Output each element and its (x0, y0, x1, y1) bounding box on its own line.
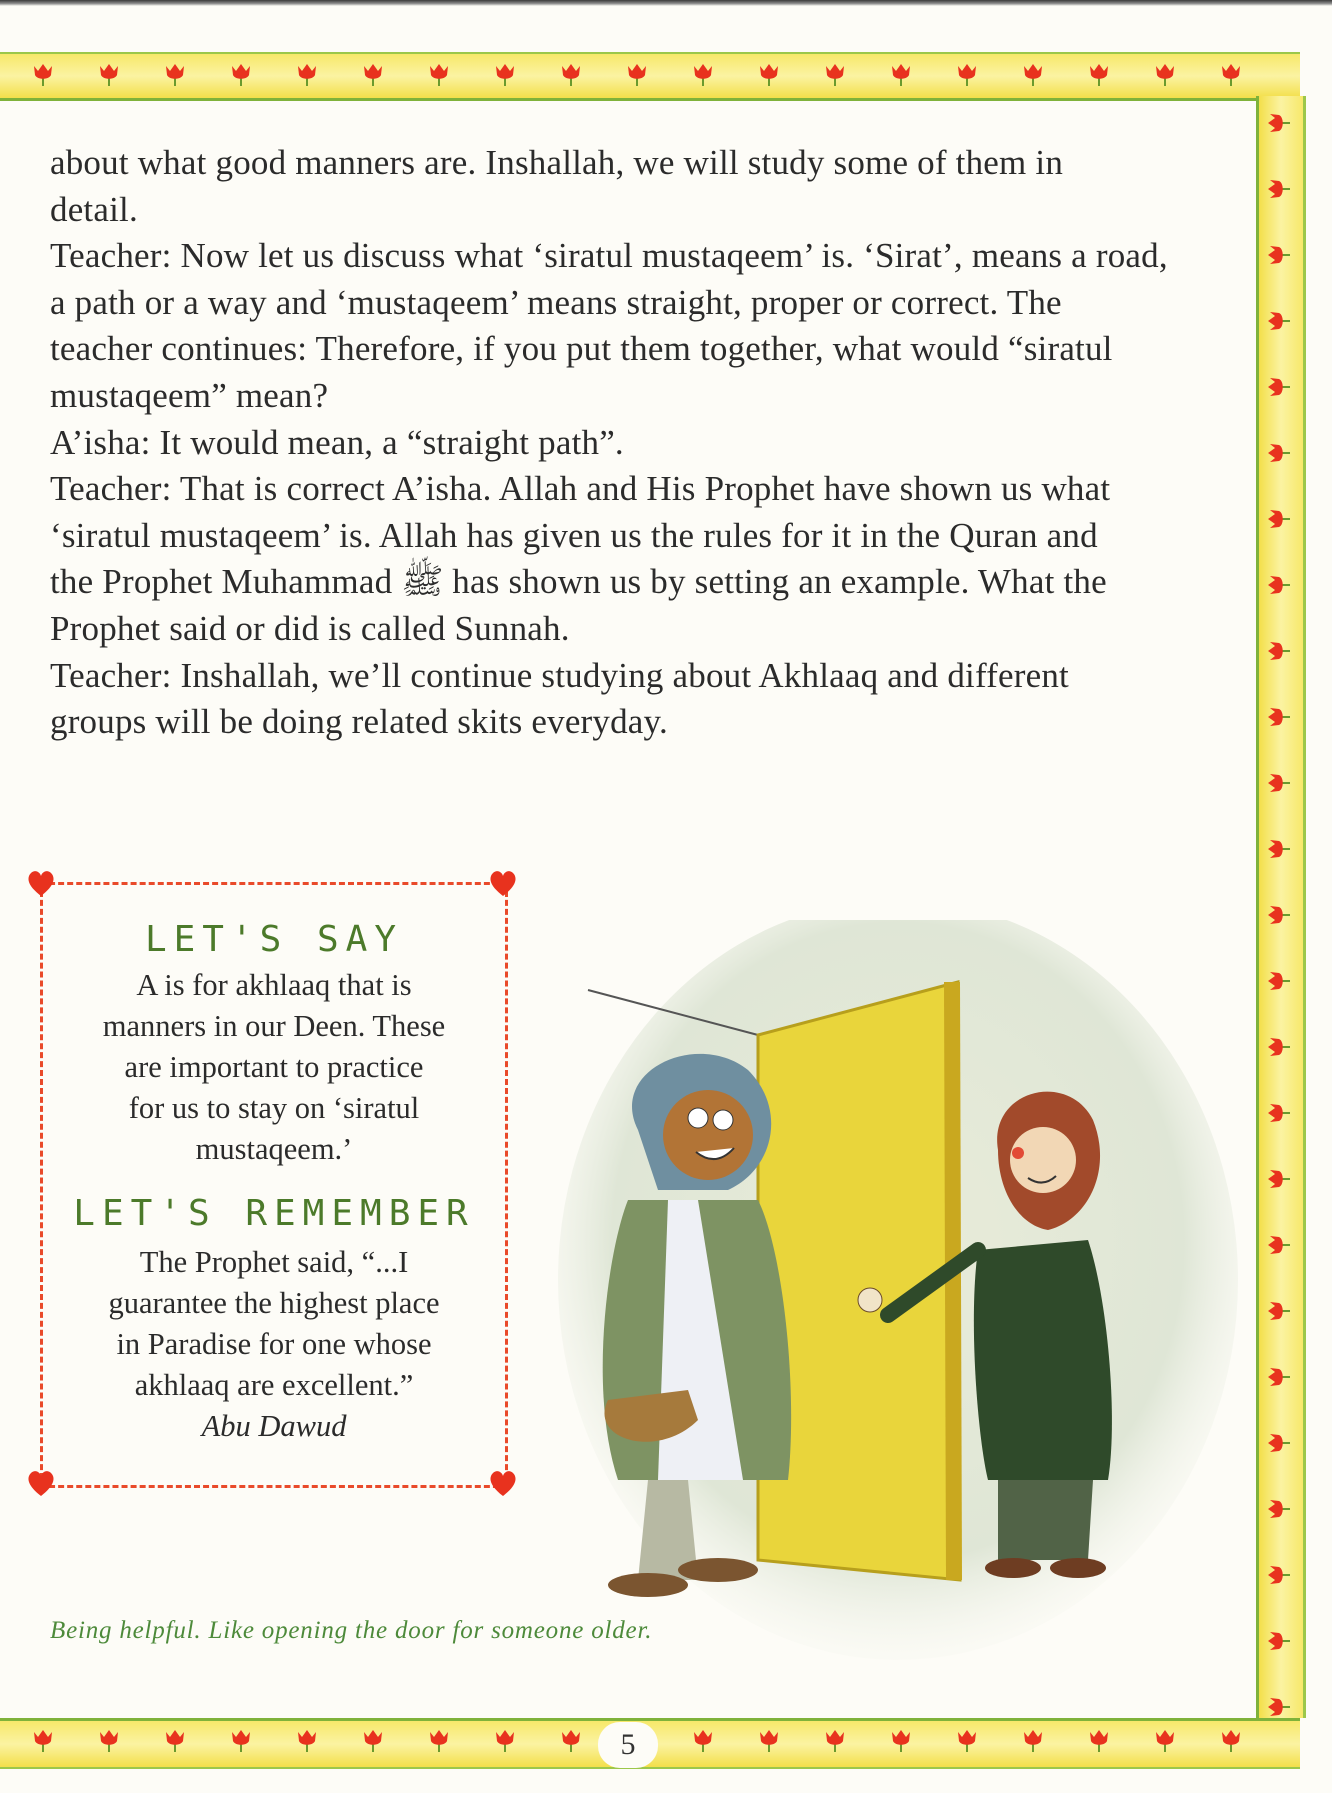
tulip-icon (1266, 1628, 1292, 1654)
tulip-icon (1152, 1728, 1178, 1754)
tulip-icon (294, 62, 320, 88)
lets-remember-heading: LET'S REMEMBER (73, 1193, 475, 1234)
body-line: Teacher: Inshallah, we’ll continue studying about Akhlaaq and different (50, 655, 1069, 695)
tulip-icon (162, 62, 188, 88)
body-line: the Prophet Muhammad ﷺ has shown us by setting an example. What the (50, 562, 1107, 602)
tulip-icon (1266, 242, 1292, 268)
tulip-icon (1266, 836, 1292, 862)
lets-remember-text (73, 1242, 475, 1447)
tulip-icon (1266, 1232, 1292, 1258)
lets-say-line: for us to stay on ‘siratul (128, 1091, 420, 1125)
lets-say-line: mustaqeem.’ (195, 1132, 353, 1166)
tulip-icon (1086, 62, 1112, 88)
tulip-icon (558, 1728, 584, 1754)
lets-remember-line: akhlaaq are excellent.” (134, 1368, 414, 1402)
heart-corner-icon (486, 1466, 520, 1500)
tulip-icon (426, 1728, 452, 1754)
tulip-icon (1020, 1728, 1046, 1754)
lets-remember-line: guarantee the highest place (108, 1286, 440, 1320)
tulip-icon (1218, 62, 1244, 88)
hadith-source: Abu Dawud (201, 1409, 347, 1443)
tulip-icon (1266, 1694, 1292, 1720)
tulip-icon (954, 1728, 980, 1754)
tulip-icon (1266, 506, 1292, 532)
tulip-icon (624, 62, 650, 88)
heart-corner-icon (24, 866, 58, 900)
tulip-icon (1266, 440, 1292, 466)
lets-say-box (40, 882, 508, 1488)
tulip-icon (30, 1728, 56, 1754)
page-number: 5 (620, 1728, 636, 1761)
tulip-icon (1266, 968, 1292, 994)
body-line: Prophet said or did is called Sunnah. (50, 608, 570, 648)
tulip-icon (1086, 1728, 1112, 1754)
tulip-icon (1152, 62, 1178, 88)
tulip-icon (690, 62, 716, 88)
tulip-icon (1218, 1728, 1244, 1754)
body-line: teacher continues: Therefore, if you put them together, what would “siratul (50, 329, 1113, 369)
tulip-icon (822, 62, 848, 88)
tulip-icon (360, 62, 386, 88)
tulip-icon (1266, 770, 1292, 796)
tulip-icon (492, 62, 518, 88)
body-line: A’isha: It would mean, a “straight path”. (50, 422, 624, 462)
tulip-icon (1266, 374, 1292, 400)
door-illustration (548, 920, 1238, 1660)
tulip-icon (1266, 110, 1292, 136)
tulip-icon (558, 62, 584, 88)
tulip-icon (1020, 62, 1046, 88)
lets-remember-line: The Prophet said, “...I (139, 1245, 409, 1279)
lets-say-heading: LET'S SAY (144, 919, 404, 960)
tulip-icon (822, 1728, 848, 1754)
tulip-icon (1266, 1364, 1292, 1390)
body-line: ‘siratul mustaqeem’ is. Allah has given us the rules for it in the Quran and (50, 515, 1098, 555)
tulip-icon (1266, 1298, 1292, 1324)
lets-say-line: are important to practice (124, 1050, 424, 1084)
body-line: groups will be doing related skits everyday. (50, 702, 668, 742)
tulip-icon (1266, 308, 1292, 334)
heart-corner-icon (486, 866, 520, 900)
tulip-icon (1266, 902, 1292, 928)
tulip-icon (954, 62, 980, 88)
body-line: detail. (50, 189, 138, 229)
tulip-icon (1266, 176, 1292, 202)
tulip-icon (756, 1728, 782, 1754)
lets-say-line: A is for akhlaaq that is (136, 968, 412, 1002)
heart-corner-icon (24, 1466, 58, 1500)
tulip-icon (96, 62, 122, 88)
tulip-icon (162, 1728, 188, 1754)
tulip-icon (1266, 638, 1292, 664)
tulip-icon (426, 62, 452, 88)
tulip-icon (1266, 1034, 1292, 1060)
tulip-icon (360, 1728, 386, 1754)
tulip-icon (1266, 1430, 1292, 1456)
lets-remember-line: in Paradise for one whose (116, 1327, 432, 1361)
lets-say-text (73, 965, 475, 1170)
body-line: Teacher: That is correct A’isha. Allah and His Prophet have shown us what (50, 469, 1111, 509)
body-line: a path or a way and ‘mustaqeem’ means straight, proper or correct. The (50, 282, 1062, 322)
tulip-icon (1266, 1166, 1292, 1192)
tulip-icon (1266, 572, 1292, 598)
tulip-icon (1266, 1562, 1292, 1588)
tulip-icon (1266, 1100, 1292, 1126)
tulip-icon (690, 1728, 716, 1754)
tulip-icon (492, 1728, 518, 1754)
tulip-icon (228, 1728, 254, 1754)
body-line: about what good manners are. Inshallah, we will study some of them in (50, 143, 1064, 182)
tulip-icon (30, 62, 56, 88)
page-edge-shadow (0, 0, 1332, 6)
body-line: mustaqeem” mean? (50, 375, 329, 415)
tulip-icon (96, 1728, 122, 1754)
door-knob (858, 1288, 882, 1312)
tulip-icon (228, 62, 254, 88)
tulip-icon (1266, 704, 1292, 730)
body-text (50, 140, 1250, 746)
lets-say-line: manners in our Deen. These (102, 1009, 446, 1043)
tulip-icon (756, 62, 782, 88)
body-line: Teacher: Now let us discuss what ‘siratul mustaqeem’ is. ‘Sirat’, means a road, (50, 236, 1168, 276)
tulip-icon (294, 1728, 320, 1754)
tulip-icon (888, 62, 914, 88)
illustration-caption: Being helpful. Like opening the door for someone older. (50, 1617, 653, 1644)
tulip-icon (1266, 1496, 1292, 1522)
tulip-icon (888, 1728, 914, 1754)
